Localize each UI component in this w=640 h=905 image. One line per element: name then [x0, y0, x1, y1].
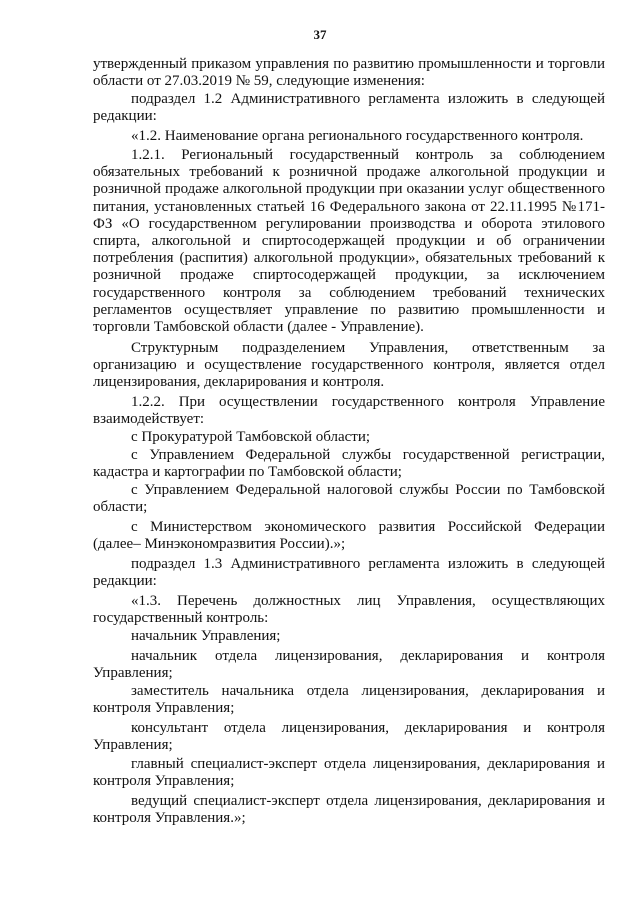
paragraph: с Прокуратурой Тамбовской области;: [131, 429, 371, 445]
paragraph: консультант отдела лицензирования, декларирования и контроля Управления;: [93, 720, 605, 754]
paragraph: с Управлением Федеральной налоговой службы России по Тамбовской области;: [93, 482, 605, 516]
paragraph: Структурным подразделением Управления, ответственным за организацию и осуществление государственного контроля, является отдел лицензирования, декларирования и контроля.: [93, 340, 605, 391]
paragraph: подраздел 1.2 Административного регламента изложить в следующей редакции:: [93, 91, 605, 125]
paragraph: с Управлением Федеральной службы государственной регистрации, кадастра и картографии по Тамбовской области;: [93, 447, 605, 481]
paragraph: 1.2.1. Региональный государственный контроль за соблюдением обязательных требований к розничной продаже алкогольной продукции и розничной продаже алкогольной продукции при оказании услуг общественного питания, установленных статьей 16 Федерального закона от 22.11.1995 №171-ФЗ «О государственном регулировании производства и оборота этилового спирта, алкогольной и спиртосодержащей продукции и об ограничении потребления (распития) алкогольной продукции», обязательных требований к розничной продаже спиртосодержащей продукции, за исключением государственного контроля за соблюдением требований технических регламентов осуществляет управление по развитию промышленности и торговли Тамбовской области (далее - Управление).: [93, 147, 605, 336]
paragraph: заместитель начальника отдела лицензирования, декларирования и контроля Управления;: [93, 683, 605, 717]
paragraph: «1.3. Перечень должностных лиц Управления, осуществляющих государственный контроль:: [93, 593, 605, 627]
paragraph: утвержденный приказом управления по развитию промышленности и торговли области от 27.03.2019 № 59, следующие изменения:: [93, 56, 605, 90]
paragraph: 1.2.2. При осуществлении государственного контроля Управление взаимодействует:: [93, 394, 605, 428]
paragraph: главный специалист-эксперт отдела лицензирования, декларирования и контроля Управления;: [93, 756, 605, 790]
paragraph: ведущий специалист-эксперт отдела лицензирования, декларирования и контроля Управления.»;: [93, 793, 605, 827]
paragraph: подраздел 1.3 Административного регламента изложить в следующей редакции:: [93, 556, 605, 590]
paragraph: начальник отдела лицензирования, декларирования и контроля Управления;: [93, 648, 605, 682]
paragraph: начальник Управления;: [131, 628, 281, 644]
paragraph: «1.2. Наименование органа регионального государственного контроля.: [131, 128, 584, 144]
paragraph: с Министерством экономического развития Российской Федерации (далее– Минэкономразвития России).»;: [93, 519, 605, 553]
page-number: 37: [313, 27, 327, 42]
